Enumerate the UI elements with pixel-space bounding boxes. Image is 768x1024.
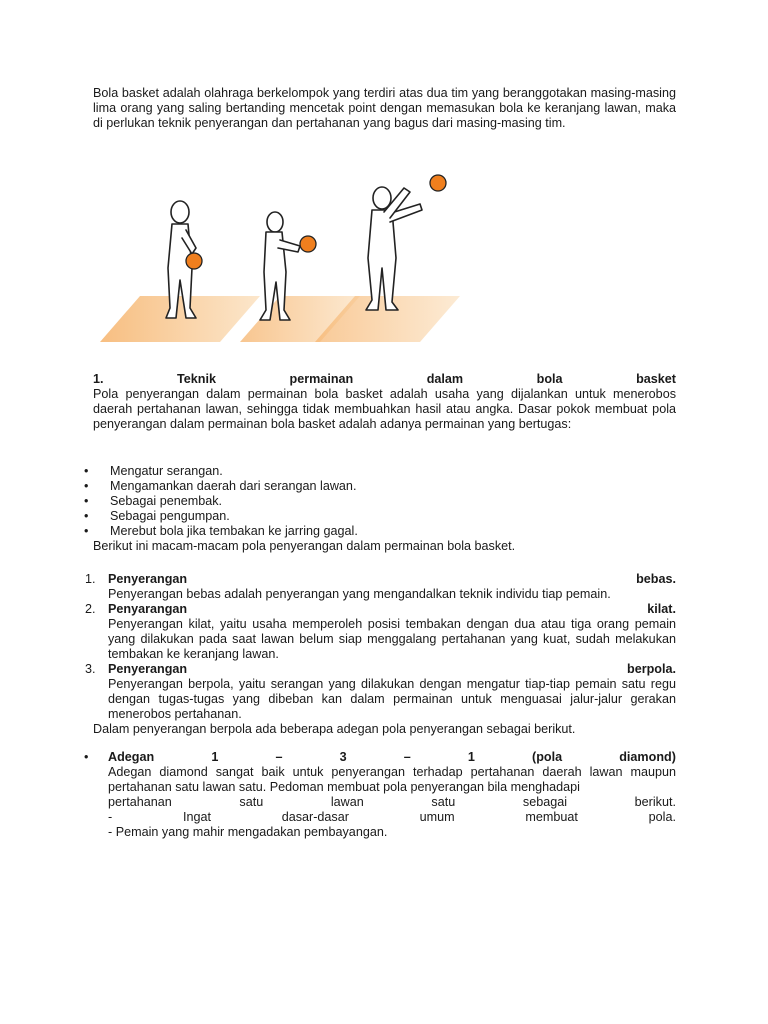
item-title: Penyerangan: [108, 572, 188, 586]
line-word: -: [108, 810, 113, 824]
list-item-text: Merebut bola jika tembakan ke jarring gagal.: [110, 524, 358, 538]
line-word: berikut.: [634, 795, 676, 809]
attack-type-2: [85, 602, 676, 662]
list-item: [80, 494, 680, 509]
bullet-icon: •: [84, 479, 89, 493]
intro-paragraph: Bola basket adalah olahraga berkelompok yang terdiri atas dua tim yang beranggotakan masing-masing lima orang yang saling bertanding mencetak point dengan memasukan bola ke keranjang lawan, maka di perlukan teknik penyerangan dan pertahanan yang bagus dari masing-masing tim.: [93, 86, 676, 130]
player-3-figure: [366, 187, 422, 310]
list-item-text: Mengatur serangan.: [110, 464, 223, 478]
item-number: 2.: [85, 602, 96, 616]
attack-types-list: [85, 572, 676, 737]
ball-player-1: [186, 253, 202, 269]
basketball-passing-illustration: [100, 168, 460, 344]
line-word: Ingat: [182, 810, 211, 824]
adegan-description: Adegan diamond sangat baik untuk penyerangan terhadap pertahanan daerah lawan maupun pertahanan satu lawan satu. Pedoman membuat pola penyerangan bila menghadapi: [108, 765, 676, 794]
bullet-icon: •: [84, 524, 89, 538]
item-title-end: berpola.: [627, 662, 676, 676]
bullets-after-text: Berikut ini macam-macam pola penyerangan dalam permainan bola basket.: [93, 539, 516, 553]
title-word: –: [275, 750, 283, 764]
line-word: dasar-dasar: [281, 810, 349, 824]
list-item-text: Sebagai penembak.: [110, 494, 223, 508]
section-1-paragraph: Pola penyerangan dalam permainan bola basket adalah usaha yang dijalankan untuk menerobos daerah pertahanan lawan, sehingga tidak membuahkan hasil atau angka. Dasar pokok membuat pola penyerangan dalam permainan bola basket adalah adanya permainan yang bertugas:: [93, 387, 676, 431]
item-title: Penyarangan: [108, 602, 188, 616]
item-title-end: kilat.: [647, 602, 676, 616]
bullet-icon: •: [84, 750, 89, 764]
heading-word: basket: [636, 372, 676, 386]
title-word: 1: [211, 750, 219, 764]
title-word: 3: [339, 750, 347, 764]
list-item: [80, 509, 680, 524]
item-title: Penyerangan: [108, 662, 188, 676]
adegan-line-5: - Pemain yang mahir mengadakan pembayangan.: [108, 825, 388, 839]
title-word: (pola: [532, 750, 563, 764]
title-word: –: [403, 750, 411, 764]
line-word: umum: [419, 810, 455, 824]
bullet-icon: •: [84, 464, 89, 478]
court-floor-left: [100, 296, 260, 342]
line-word: pertahanan: [108, 795, 172, 809]
line-word: pola.: [648, 810, 676, 824]
line-word: lawan: [330, 795, 364, 809]
line-word: membuat: [525, 810, 578, 824]
list-item-text: Sebagai pengumpan.: [110, 509, 230, 523]
section-1-heading: [93, 372, 676, 387]
adegan-line-4: [108, 810, 676, 825]
adegan-title: [108, 750, 676, 765]
list-item-text: Mengamankan daerah dari serangan lawan.: [110, 479, 357, 493]
list-item: [80, 524, 680, 539]
heading-word: permainan: [289, 372, 354, 386]
adegan-section: [80, 750, 676, 840]
task-bullet-list: [80, 464, 680, 554]
list-item: [80, 479, 680, 494]
item-description: Penyerangan kilat, yaitu usaha memperoleh posisi tembakan dengan dua atau tiga orang pemain yang dilakukan pada saat lawan belum siap menggalang pertahanan yang kuat, sudah melakukan tembakan ke keranjang lawan.: [108, 617, 676, 661]
ball-in-air: [430, 175, 446, 191]
list-item: [80, 464, 680, 479]
line-word: satu: [239, 795, 264, 809]
heading-word: 1.: [93, 372, 104, 386]
bullet-icon: •: [84, 494, 89, 508]
item-number: 1.: [85, 572, 96, 586]
item-number: 3.: [85, 662, 96, 676]
ball-player-2: [300, 236, 316, 252]
item-description: Penyerangan berpola, yaitu serangan yang dilakukan dengan mengatur tiap-tiap pemain satu regu dengan tugas-tugas yang dibeban kan dalam permainan untuk menguasai jalur-jalur gerakan menerobos pertahanan.: [108, 677, 676, 721]
heading-word: dalam: [426, 372, 464, 386]
line-word: sebagai: [522, 795, 568, 809]
title-word: Adegan: [108, 750, 155, 764]
title-word: diamond): [619, 750, 676, 764]
bullet-icon: •: [84, 509, 89, 523]
attack-type-1: [85, 572, 676, 602]
item-description: Penyerangan bebas adalah penyerangan yang mengandalkan teknik individu tiap pemain.: [108, 587, 611, 601]
item-title-end: bebas.: [636, 572, 676, 586]
title-word: 1: [467, 750, 475, 764]
types-after-text: Dalam penyerangan berpola ada beberapa adegan pola penyerangan sebagai berikut.: [93, 722, 576, 736]
adegan-line-3: [108, 795, 676, 810]
line-word: satu: [431, 795, 456, 809]
heading-word: bola: [536, 372, 563, 386]
section-1: [93, 372, 676, 432]
attack-type-3: [85, 662, 676, 722]
heading-word: Teknik: [177, 372, 216, 386]
